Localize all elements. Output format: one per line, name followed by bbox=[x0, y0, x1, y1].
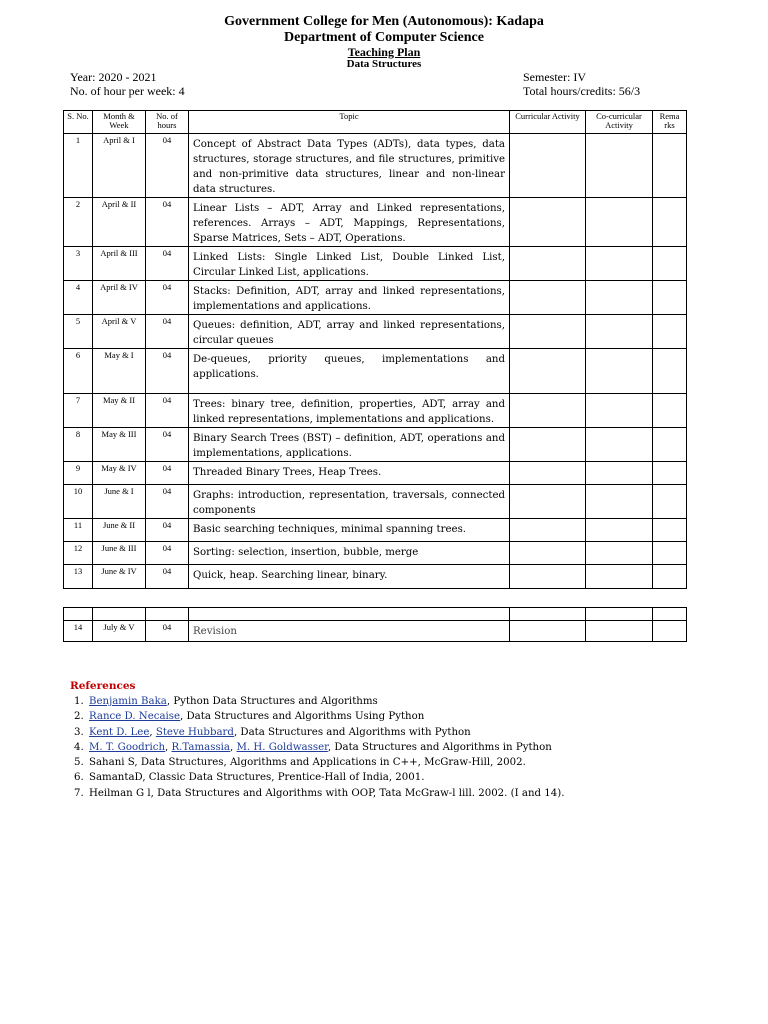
row-topic: Binary Search Trees (BST) – definition, ADT, operations and implementations, applications. bbox=[189, 428, 510, 462]
row-curricular bbox=[510, 565, 586, 589]
row-hours: 04 bbox=[146, 247, 189, 281]
row-sno: 6 bbox=[64, 349, 93, 394]
row-co-curricular bbox=[586, 428, 653, 462]
row-month-week: June & III bbox=[93, 542, 146, 565]
revision-sno: 14 bbox=[64, 621, 93, 642]
department-title: Department of Computer Science bbox=[284, 30, 484, 45]
references-title: References bbox=[70, 680, 136, 692]
reference-text: , Data Structures and Algorithms Using Python bbox=[180, 711, 425, 723]
row-month-week: April & IV bbox=[93, 281, 146, 315]
author-link[interactable]: Kent D. Lee bbox=[89, 726, 150, 738]
row-co-curricular bbox=[586, 315, 653, 349]
row-remarks bbox=[653, 428, 687, 462]
row-sno: 8 bbox=[64, 428, 93, 462]
revision-week: July & V bbox=[93, 621, 146, 642]
row-topic: Queues: definition, ADT, array and linked representations, circular queues bbox=[189, 315, 510, 349]
row-remarks bbox=[653, 394, 687, 428]
row-topic: Linked Lists: Single Linked List, Double Linked List, Circular Linked List, applications. bbox=[189, 247, 510, 281]
row-co-curricular bbox=[586, 565, 653, 589]
row-hours: 04 bbox=[146, 349, 189, 394]
row-co-curricular bbox=[586, 349, 653, 394]
row-curricular bbox=[510, 462, 586, 485]
col-header-hours: No. of hours bbox=[146, 111, 189, 134]
revision-row bbox=[64, 621, 687, 642]
total-hours-label: Total hours/credits: 56/3 bbox=[523, 84, 641, 98]
row-sno: 9 bbox=[64, 462, 93, 485]
row-sno: 3 bbox=[64, 247, 93, 281]
row-curricular bbox=[510, 542, 586, 565]
row-hours: 04 bbox=[146, 198, 189, 247]
table-row bbox=[64, 281, 687, 315]
row-topic: Threaded Binary Trees, Heap Trees. bbox=[189, 462, 510, 485]
row-curricular bbox=[510, 428, 586, 462]
row-remarks bbox=[653, 542, 687, 565]
row-sno: 1 bbox=[64, 134, 93, 198]
row-hours: 04 bbox=[146, 462, 189, 485]
reference-item bbox=[87, 709, 564, 724]
row-month-week: April & V bbox=[93, 315, 146, 349]
row-sno: 13 bbox=[64, 565, 93, 589]
row-co-curricular bbox=[586, 281, 653, 315]
row-remarks bbox=[653, 565, 687, 589]
row-hours: 04 bbox=[146, 428, 189, 462]
col-header-co-curricular: Co-curricular Activity bbox=[586, 111, 653, 134]
college-title: Government College for Men (Autonomous): Kadapa bbox=[224, 14, 544, 29]
row-month-week: April & III bbox=[93, 247, 146, 281]
row-sno: 4 bbox=[64, 281, 93, 315]
row-remarks bbox=[653, 134, 687, 198]
table-row bbox=[64, 315, 687, 349]
author-link[interactable]: Steve Hubbard bbox=[155, 726, 234, 738]
row-curricular bbox=[510, 394, 586, 428]
row-month-week: June & IV bbox=[93, 565, 146, 589]
table-row bbox=[64, 485, 687, 519]
row-topic: De-queues, priority queues, implementations and applications. bbox=[189, 349, 510, 394]
row-month-week: May & III bbox=[93, 428, 146, 462]
semester-label: Semester: IV bbox=[523, 70, 586, 84]
reference-item: 3. Kent D. Lee, Steve Hubbard, Data Structures and Algorithms with Python bbox=[87, 725, 564, 740]
row-hours: 04 bbox=[146, 134, 189, 198]
row-topic: Sorting: selection, insertion, bubble, merge bbox=[189, 542, 510, 565]
author-link[interactable]: Benjamin Baka bbox=[89, 696, 167, 707]
row-topic: Linear Lists – ADT, Array and Linked representations, references. Arrays – ADT, Mappings, Representations, Sparse Matrices, Sets – ADT, Operations. bbox=[189, 198, 510, 247]
row-remarks bbox=[653, 485, 687, 519]
row-remarks bbox=[653, 349, 687, 394]
row-remarks bbox=[653, 247, 687, 281]
col-header-topic: Topic bbox=[189, 111, 510, 134]
table-row bbox=[64, 394, 687, 428]
revision-hours: 04 bbox=[146, 621, 189, 642]
row-hours: 04 bbox=[146, 519, 189, 542]
row-topic: Concept of Abstract Data Types (ADTs), data types, data structures, storage structures, and file structures, primitive and non-primitive data structures, linear and non-linear data structures. bbox=[189, 134, 510, 198]
row-month-week: May & II bbox=[93, 394, 146, 428]
row-remarks bbox=[653, 198, 687, 247]
row-month-week: May & I bbox=[93, 349, 146, 394]
col-header-month-week: Month & Week bbox=[93, 111, 146, 134]
references-list bbox=[70, 694, 564, 801]
row-sno: 2 bbox=[64, 198, 93, 247]
row-co-curricular bbox=[586, 519, 653, 542]
row-curricular bbox=[510, 349, 586, 394]
revision-table bbox=[63, 607, 687, 642]
row-curricular bbox=[510, 315, 586, 349]
reference-item: 4. M. T. Goodrich, R.Tamassia, M. H. Goldwasser, Data Structures and Algorithms in Python bbox=[87, 740, 564, 755]
row-hours: 04 bbox=[146, 542, 189, 565]
row-co-curricular bbox=[586, 485, 653, 519]
author-link[interactable]: R.Tamassia bbox=[171, 741, 231, 753]
reference-text: Heilman G l, Data Structures and Algorithms with OOP, Tata McGraw-l lill. 2002. (I and 14). bbox=[89, 787, 565, 799]
row-curricular bbox=[510, 134, 586, 198]
reference-text: , Data Structures and Algorithms in Python bbox=[327, 741, 552, 753]
row-month-week: May & IV bbox=[93, 462, 146, 485]
col-header-sno: S. No. bbox=[64, 111, 93, 134]
row-month-week: June & I bbox=[93, 485, 146, 519]
plan-title: Teaching Plan bbox=[347, 45, 421, 59]
author-link[interactable]: M. T. Goodrich bbox=[89, 741, 166, 753]
table-row bbox=[64, 565, 687, 589]
row-hours: 04 bbox=[146, 315, 189, 349]
reference-text: , Python Data Structures and Algorithms bbox=[166, 696, 378, 707]
reference-text: , Data Structures and Algorithms with Python bbox=[233, 726, 471, 738]
row-topic: Trees: binary tree, definition, properties, ADT, array and linked representations, implementations and applications. bbox=[189, 394, 510, 428]
subject-title: Data Structures bbox=[346, 58, 422, 70]
author-link[interactable]: Rance D. Necaise bbox=[89, 711, 181, 723]
row-curricular bbox=[510, 198, 586, 247]
row-curricular bbox=[510, 485, 586, 519]
row-topic: Basic searching techniques, minimal spanning trees. bbox=[189, 519, 510, 542]
table-row bbox=[64, 519, 687, 542]
row-sno: 10 bbox=[64, 485, 93, 519]
row-curricular bbox=[510, 281, 586, 315]
table-row bbox=[64, 247, 687, 281]
row-sno: 12 bbox=[64, 542, 93, 565]
row-topic: Graphs: introduction, representation, traversals, connected components bbox=[189, 485, 510, 519]
reference-item bbox=[87, 770, 564, 785]
col-header-curricular: Curricular Activity bbox=[510, 111, 586, 134]
row-sno: 5 bbox=[64, 315, 93, 349]
row-month-week: June & II bbox=[93, 519, 146, 542]
table-row bbox=[64, 134, 687, 198]
row-sno: 11 bbox=[64, 519, 93, 542]
reference-text: Sahani S, Data Structures, Algorithms and Applications in C++, McGraw-Hill, 2002. bbox=[89, 757, 526, 769]
row-co-curricular bbox=[586, 134, 653, 198]
row-remarks bbox=[653, 462, 687, 485]
row-remarks bbox=[653, 281, 687, 315]
row-co-curricular bbox=[586, 462, 653, 485]
row-remarks bbox=[653, 519, 687, 542]
row-remarks bbox=[653, 315, 687, 349]
revision-blank-row bbox=[64, 608, 687, 621]
reference-item bbox=[87, 786, 564, 801]
table-row bbox=[64, 542, 687, 565]
reference-text: SamantaD, Classic Data Structures, Prentice-Hall of India, 2001. bbox=[89, 772, 425, 784]
hours-per-week-label: No. of hour per week: 4 bbox=[70, 84, 185, 98]
row-topic: Stacks: Definition, ADT, array and linked representations, implementations and applications. bbox=[189, 281, 510, 315]
row-hours: 04 bbox=[146, 394, 189, 428]
row-co-curricular bbox=[586, 247, 653, 281]
reference-item bbox=[87, 694, 564, 709]
row-sno: 7 bbox=[64, 394, 93, 428]
row-month-week: April & II bbox=[93, 198, 146, 247]
table-row bbox=[64, 198, 687, 247]
references-section bbox=[70, 680, 564, 801]
year-label: Year: 2020 - 2021 bbox=[70, 70, 157, 84]
row-curricular bbox=[510, 519, 586, 542]
row-co-curricular bbox=[586, 542, 653, 565]
table-row bbox=[64, 428, 687, 462]
row-co-curricular bbox=[586, 394, 653, 428]
table-row bbox=[64, 462, 687, 485]
row-co-curricular bbox=[586, 198, 653, 247]
table-header-row bbox=[64, 111, 687, 134]
row-month-week: April & I bbox=[93, 134, 146, 198]
row-topic: Quick, heap. Searching linear, binary. bbox=[189, 565, 510, 589]
row-hours: 04 bbox=[146, 485, 189, 519]
row-hours: 04 bbox=[146, 565, 189, 589]
author-link[interactable]: M. H. Goldwasser bbox=[236, 741, 328, 753]
reference-item bbox=[87, 755, 564, 770]
revision-topic: Revision bbox=[189, 621, 510, 642]
col-header-remarks: Rema rks bbox=[653, 111, 687, 134]
teaching-plan-table bbox=[63, 110, 687, 589]
row-hours: 04 bbox=[146, 281, 189, 315]
table-row bbox=[64, 349, 687, 394]
row-curricular bbox=[510, 247, 586, 281]
